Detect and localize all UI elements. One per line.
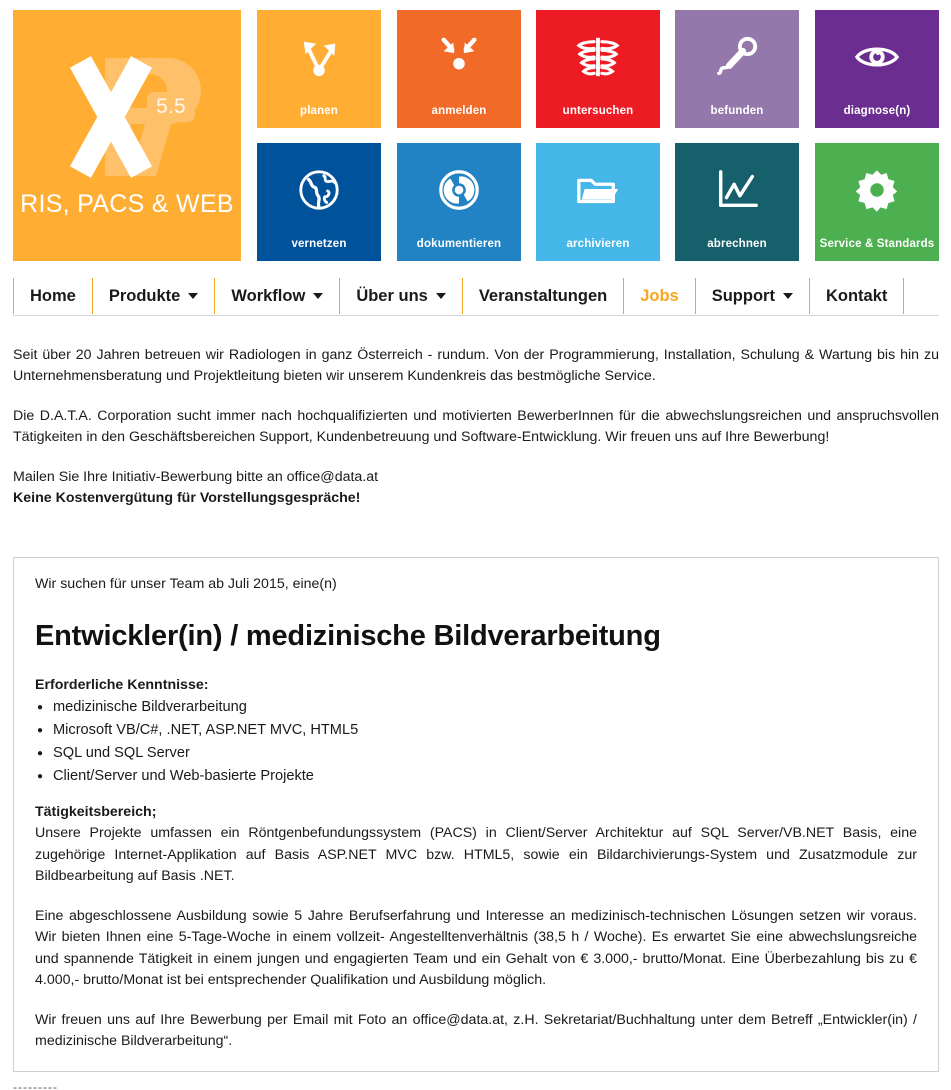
chevron-down-icon [313,293,323,299]
tile-diagnosen[interactable] [815,10,939,128]
logo-version-badge: 5.5 [147,92,195,122]
tile-label: abrechnen [707,238,767,250]
intro-paragraph-1: Seit über 20 Jahren betreuen wir Radiologen in ganz Österreich - rundum. Von der Programmierung, Installation, Schulung & Wartung bis hin zu Unternehmensberatung und Projektleitung bieten wir unserem Kundenkreis das bestmögliche Service. [13,347,939,384]
tile-label: vernetzen [291,238,347,250]
disc-icon [436,167,482,213]
chevron-down-icon [188,293,198,299]
intro-notice-line: Keine Kostenvergütung für Vorstellungsgespräche! [13,490,361,506]
gear-icon [854,167,900,213]
list-item: ● Client/Server und Web-basierte Projekte [35,765,917,788]
tile-label: anmelden [431,105,487,117]
requirements-list [35,696,917,788]
nav-item-workflow[interactable] [215,278,339,314]
tile-untersuchen[interactable] [536,10,660,128]
job-title: Entwickler(in) / medizinische Bildverarbeitung [35,620,661,652]
chevron-down-icon [783,293,793,299]
tile-dokumentieren[interactable] [397,143,521,261]
branching-arrows-icon [296,34,342,80]
nav-label: Kontakt [825,286,888,305]
eye-icon [854,34,900,80]
tile-anmelden[interactable] [397,10,521,128]
logo-artwork [13,58,241,178]
converging-arrows-icon [436,34,482,80]
nav-label: Home [30,286,76,305]
offer-paragraph: Eine abgeschlossene Ausbildung sowie 5 Jahre Berufserfahrung und Interesse an medizinisch-technischen Lösungen setzen wir voraus. Wir bieten Ihnen eine 5-Tage-Woche in einem vollzeit- Angestelltenverhältnis (38,5 h / Woche). Es erwartet Sie eine abwechslungsreiche und spannende Tätigkeit in einem jungen und engagierten Team und ein Gehalt von € 3.000,- brutto/Monat. Eine Überbezahlung bis zu € 4.000,- brutto/Monat ist bei entsprechender Qualifikation und Ausbildung möglich. [35,907,917,988]
tile-label: befunden [710,105,764,117]
scope-paragraph: Unsere Projekte umfassen ein Röntgenbefundungssystem (PACS) in Client/Server Architektur auf SQL Server/VB.NET Basis, eine zugehörige Internet-Applikation auf Basis ASP.NET MVC bzw. HTML5, sowie ein Bildarchivierungs-System und Zusatzmodule zur Bildbearbeitung auf Basis .NET. [35,825,917,884]
tile-label: planen [300,105,338,117]
globe-icon [296,167,342,213]
list-item: ● Microsoft VB/C#, .NET, ASP.NET MVC, HTML5 [35,719,917,742]
chevron-down-icon [436,293,446,299]
nav-item-produkte[interactable] [93,278,215,314]
nav-label: Support [711,286,775,305]
nav-item-veranstaltungen[interactable] [463,278,623,314]
nav-label: Veranstaltungen [478,286,608,305]
nav-separator [903,278,904,314]
tile-planen[interactable] [257,10,381,128]
nav-item-home[interactable] [14,278,92,314]
job-kicker: Wir suchen für unser Team ab Juli 2015, eine(n) [35,576,337,592]
brand-logo-tile[interactable] [13,10,241,261]
footer-divider: --------- [13,1080,58,1090]
tile-label: archivieren [566,238,630,250]
nav-label: Workflow [231,286,306,305]
tile-label: dokumentieren [416,238,502,250]
main-navigation [13,277,939,315]
job-posting-box [13,557,939,1072]
tile-abrechnen[interactable] [675,143,799,261]
ribcage-icon [575,34,621,80]
requirements-heading: Erforderliche Kenntnisse: [35,677,209,693]
nav-label: Über uns [356,286,428,305]
list-item: ● SQL und SQL Server [35,742,917,765]
nav-item-support[interactable] [696,278,809,314]
scope-heading: Tätigkeitsbereich; [35,804,157,820]
feature-tiles [257,10,939,261]
nav-item-kontakt[interactable] [810,278,903,314]
tile-archivieren[interactable] [536,143,660,261]
tile-service-standards[interactable] [815,143,939,261]
nav-label: Produkte [108,286,181,305]
nav-label: Jobs [640,286,679,305]
apply-paragraph: Wir freuen uns auf Ihre Bewerbung per Email mit Foto an office@data.at, z.H. Sekretariat/Buchhaltung unter dem Betreff „Entwickler(in) / medizinische Bildverarbeitung“. [35,1011,917,1049]
tile-label: Service & Standards [819,238,935,250]
folder-open-icon [575,167,621,213]
tile-label: untersuchen [562,105,634,117]
nav-item-ueber-uns[interactable] [340,278,462,314]
tile-befunden[interactable] [675,10,799,128]
tile-label: diagnose(n) [843,105,911,117]
nav-item-jobs[interactable] [624,278,695,314]
microphone-icon [714,34,760,80]
intro-paragraph-2: Die D.A.T.A. Corporation sucht immer nach hochqualifizierten und motivierten BewerberInnen für die abwechslungsreichen und anspruchsvollen Tätigkeiten in den Geschäftsbereichen Support, Kundenbetreuung und Software-Entwicklung. Wir freuen uns auf Ihre Bewerbung! [13,408,939,445]
intro-mail-line: Mailen Sie Ihre Initiativ-Bewerbung bitte an office@data.at [13,469,379,485]
logo-subtitle: RIS, PACS & WEB [20,190,234,218]
line-chart-icon [714,167,760,213]
intro-content [13,345,939,528]
list-item: ● medizinische Bildverarbeitung [35,696,917,719]
nav-bottom-rule [13,315,939,316]
tile-vernetzen[interactable] [257,143,381,261]
header-tile-grid [0,0,951,271]
